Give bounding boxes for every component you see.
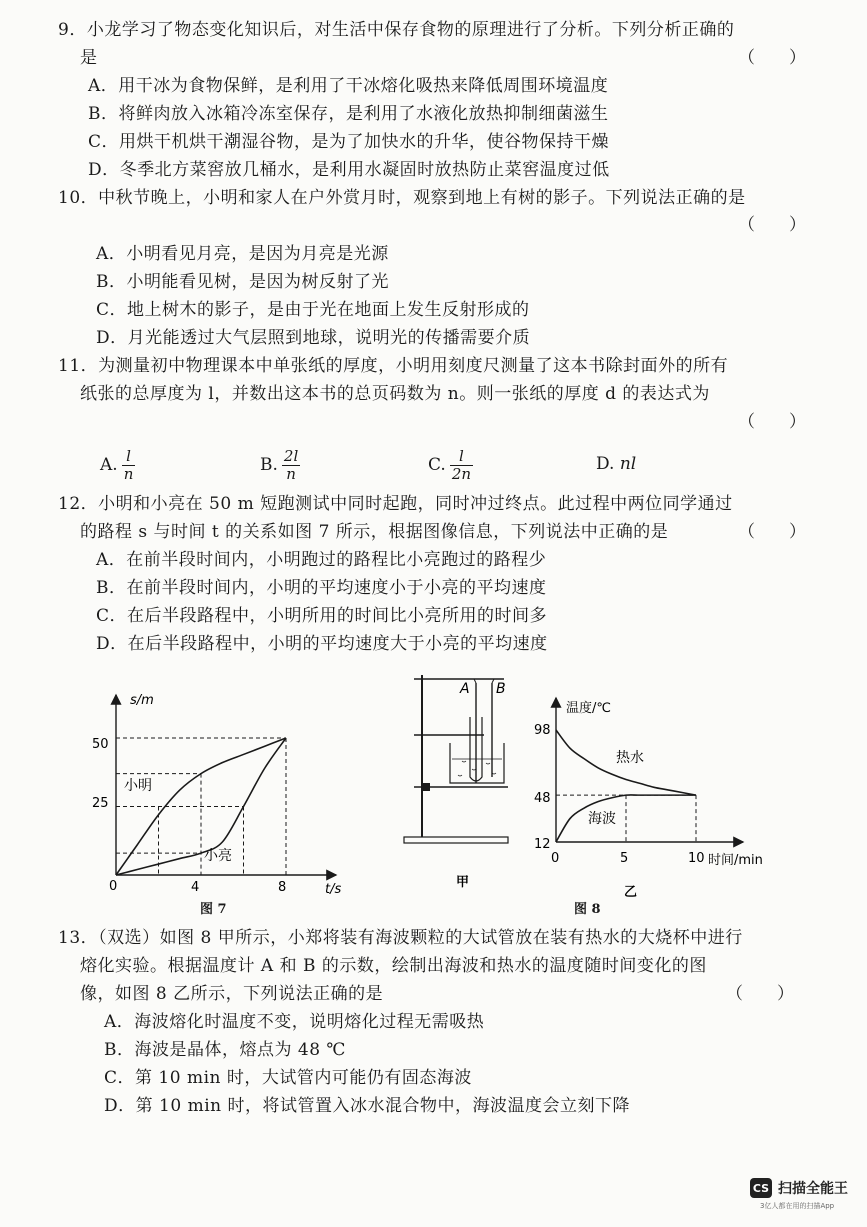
q13-option-d: D．第 10 min 时，将试管置入冰水混合物中，海波温度会立刻下降: [104, 1096, 630, 1116]
q9-option-a: A．用干冰为食物保鲜，是利用了干冰熔化吸热来降低周围环境温度: [88, 76, 609, 96]
fig7-ylabel: s/m: [130, 693, 154, 708]
fig8-ytick-48: 48: [534, 791, 551, 806]
fig8a-sublabel: 甲: [456, 875, 470, 890]
fig8b-sublabel: 乙: [624, 885, 638, 900]
q10-option-b: B．小明能看见树，是因为树反射了光: [96, 272, 389, 292]
label-a: A: [460, 681, 470, 697]
q9-option-b: B．将鲜肉放入冰箱冷冻室保存，是利用了水液化放热抑制细菌滋生: [88, 104, 609, 124]
fig8-ytick-12: 12: [534, 837, 551, 852]
figure-8a-apparatus: [400, 665, 520, 890]
fig7-xlabel: t/s: [325, 882, 342, 897]
q13-answer-paren: （ ）: [726, 984, 794, 1004]
fig8-xtick-5: 5: [620, 851, 629, 866]
fig7-origin: 0: [109, 879, 118, 894]
q11-stem-line1: 11．为测量初中物理课本中单张纸的厚度，小明用刻度尺测量了这本书除封面外的所有: [58, 356, 729, 376]
scanner-watermark: [750, 1178, 848, 1198]
q11-option-d: D. nl: [596, 454, 637, 474]
fig7-ytick-50: 50: [92, 737, 109, 752]
fig8-ytick-98: 98: [534, 723, 551, 738]
fig7-series-label-xiaoming: 小明: [124, 778, 152, 794]
label-b: B: [496, 681, 506, 697]
cs-logo-icon: CS: [750, 1178, 772, 1198]
q13-stem-line1: 13．（双选）如图 8 甲所示，小郑将装有海波颗粒的大试管放在装有热水的大烧杯中进行: [58, 928, 743, 948]
q12-stem-line1: 12．小明和小亮在 50 m 短跑测试中同时起跑，同时冲过终点。此过程中两位同学通过: [58, 494, 733, 514]
fig7-series-label-xiaoliang: 小亮: [204, 848, 232, 864]
beaker: [450, 743, 504, 783]
fig8-xtick-10: 10: [688, 851, 705, 866]
watermark-name: 扫描全能王: [778, 1181, 848, 1197]
fig7-caption: 图 7: [200, 902, 227, 917]
fig7-xtick-4: 4: [191, 880, 200, 895]
fig8-origin: 0: [551, 851, 560, 866]
fig8-xlabel: 时间/min: [708, 853, 763, 868]
q10-stem-line1: 10．中秋节晚上，小明和家人在户外赏月时，观察到地上有树的影子。下列说法正确的是: [58, 188, 746, 208]
q12-option-d: D．在后半段路程中，小明的平均速度大于小亮的平均速度: [96, 634, 548, 654]
q13-stem-line3: 像，如图 8 乙所示，下列说法正确的是: [80, 984, 384, 1004]
fig7-xtick-8: 8: [278, 880, 287, 895]
q9-stem-line1: 9．小龙学习了物态变化知识后，对生活中保存食物的原理进行了分析。下列分析正确的: [58, 20, 735, 40]
q13-option-c: C．第 10 min 时，大试管内可能仍有固态海波: [104, 1068, 472, 1088]
q11-option-a: A. $\frac{l}{n}$: [100, 447, 134, 483]
stand-base: [404, 837, 508, 843]
q9-stem-line2: 是: [80, 48, 98, 68]
water-waves: [458, 761, 496, 776]
q13-option-a: A．海波熔化时温度不变，说明熔化过程无需吸热: [104, 1012, 485, 1032]
q11-answer-paren: （ ）: [738, 412, 806, 432]
q9-option-c: C．用烘干机烘干潮湿谷物，是为了加快水的升华，使谷物保持干燥: [88, 132, 610, 152]
q13-option-b: B．海波是晶体，熔点为 48 ℃: [104, 1040, 346, 1060]
clamp-knob: [422, 783, 430, 791]
q9-option-d: D．冬季北方菜窖放几桶水，是利用水凝固时放热防止菜窖温度过低: [88, 160, 610, 180]
fig8-ylabel: 温度/℃: [566, 701, 611, 716]
fig7-ytick-25: 25: [92, 796, 109, 811]
q9-answer-paren: （ ）: [738, 48, 806, 68]
q12-option-a: A．在前半段时间内，小明跑过的路程比小亮跑过的路程少: [96, 550, 547, 570]
fig8-series-label-hot-water: 热水: [616, 750, 644, 766]
q11-stem-line2: 纸张的总厚度为 l，并数出这本书的总页码数为 n。则一张纸的厚度 d 的表达式为: [80, 384, 710, 404]
figure-8b-chart: [528, 690, 778, 900]
q12-option-c: C．在后半段路程中，小明所用的时间比小亮所用的时间多: [96, 606, 548, 626]
q10-option-a: A．小明看见月亮，是因为月亮是光源: [96, 244, 389, 264]
q12-option-b: B．在前半段时间内，小明的平均速度小于小亮的平均速度: [96, 578, 547, 598]
fig8-caption: 图 8: [574, 902, 601, 917]
figure-7-chart: [90, 690, 360, 910]
q10-answer-paren: （ ）: [738, 215, 806, 235]
watermark-subtitle: 3亿人都在用的扫描App: [760, 1202, 835, 1210]
q11-option-c: C. $\frac{l}{2n}$: [428, 447, 472, 483]
q12-answer-paren: （ ）: [738, 522, 806, 542]
q10-option-c: C．地上树木的影子，是由于光在地面上发生反射形成的: [96, 300, 530, 320]
q12-stem-line2: 的路程 s 与时间 t 的关系如图 7 所示，根据图像信息，下列说法中正确的是: [80, 522, 669, 542]
q13-stem-line2: 熔化实验。根据温度计 A 和 B 的示数，绘制出海波和热水的温度随时间变化的图: [80, 956, 707, 976]
q10-option-d: D．月光能透过大气层照到地球，说明光的传播需要介质: [96, 328, 531, 348]
fig8-series-label-hypo: 海波: [588, 811, 616, 827]
q11-option-b: B. $\frac{2l}{n}$: [260, 447, 299, 483]
